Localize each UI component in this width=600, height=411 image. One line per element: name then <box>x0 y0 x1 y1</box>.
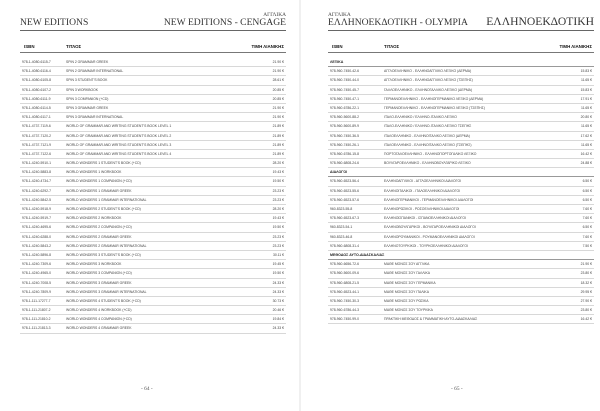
title-cell: ΑΓΓΛΟΕΛΛΗΝΙΚΟ - ΕΛΛΗΝΟΑΓΓΛΙΚΟ ΛΕΞΙΚΟ (ΤΣΕΠΗΣ) <box>384 78 473 83</box>
title-cell: WORLD WONDERS 1 STUDENT'S BOOK (+CD) <box>66 161 141 166</box>
price-cell: 18.32 € <box>580 280 592 285</box>
left-page <box>0 0 292 411</box>
table-row <box>20 141 286 150</box>
table-row <box>328 187 594 196</box>
table-row <box>328 141 594 150</box>
price-cell: 28.20 € <box>272 207 284 211</box>
price-cell: 16.42 € <box>580 317 592 322</box>
price-cell: 24.33 € <box>272 289 284 294</box>
price-cell: 19.50 € <box>272 179 284 184</box>
price-column-header: ΤΙΜΗ ΛΙΑΝΙΚΗΣ <box>251 44 284 49</box>
table-row <box>20 67 286 76</box>
price-cell: 24.33 € <box>272 280 284 285</box>
isbn-cell: 978-960-6523-57-6 <box>330 197 360 202</box>
title-cell: WORLD WONDERS 1 COMPANION (+CD) <box>66 179 132 184</box>
price-cell: 21.90 € <box>272 60 284 64</box>
title-cell: ΒΟΥΛΓΑΡΟΕΛΛΗΝΙΚΟ - ΕΛΛΗΝΟΒΟΥΛΓΑΡΙΚΟ ΛΕΞΙΚΟ <box>384 161 471 166</box>
isbn-cell: 978-1-4080-6114-5 <box>22 105 51 110</box>
title-cell: ΑΓΓΛΟΕΛΛΗΝΙΚΟ - ΕΛΛΗΝΟΑΓΓΛΙΚΟ ΛΕΞΙΚΟ (ΔΕΡΜΑ) <box>384 69 472 74</box>
section-heading <box>328 251 594 260</box>
table-row <box>328 315 594 324</box>
price-cell: 6.50 € <box>582 197 592 202</box>
isbn-cell: 978-1-4080-6105-8 <box>22 78 52 83</box>
title-cell: WORLD WONDERS 2 COMPANION (+CD) <box>66 225 132 230</box>
title-cell: ΜΑΘΕ ΜΟΝΟΣ ΣΟΥ ΓΑΛΛΙΚΑ <box>384 271 431 276</box>
table-row <box>20 205 286 214</box>
section-heading <box>328 58 594 67</box>
price-cell: 28.61 € <box>272 78 284 83</box>
table-row <box>328 297 594 306</box>
price-cell: 6.50 € <box>582 225 592 230</box>
isbn-cell: 978-1-4240-5843-2 <box>22 243 52 248</box>
table-row <box>328 95 594 104</box>
price-table <box>328 58 594 324</box>
title-cell: WORLD WONDERS 3 GRAMMAR GREEK <box>66 280 132 285</box>
isbn-cell: 978-960-6786-22-1 <box>330 105 360 110</box>
title-cell: WORLD OF GRAMMAR AND WRITING STUDENT'S BOOK LEVEL 1 <box>66 124 172 129</box>
price-cell: 20.85 € <box>272 87 284 92</box>
title-cell: ΜΑΘΕ ΜΟΝΟΣ ΣΟΥ ΓΕΡΜΑΝΙΚΑ <box>384 280 436 285</box>
isbn-cell: 978-1-4080-6111-9 <box>22 96 51 101</box>
table-row <box>20 150 286 159</box>
price-cell: 21.89 € <box>272 151 284 156</box>
price-cell: 21.89 € <box>272 133 284 138</box>
table-row <box>20 95 286 104</box>
isbn-column-header: ISBN <box>24 44 35 49</box>
title-cell: WORLD WONDERS 2 GRAMMAR INTERNATIONAL <box>66 243 147 248</box>
isbn-cell: 978-960-6786-44-3 <box>330 308 360 313</box>
table-row <box>328 122 594 131</box>
table-row <box>328 104 594 113</box>
title-cell: ΙΤΑΛΟΕΛΛΗΝΙΚΟ - ΕΛΛΗΝΟΙΤΑΛΙΚΟ ΛΕΞΙΚΟ (ΔΕΡΜΑ) <box>384 133 470 138</box>
title-cell: ΜΑΘΕ ΜΟΝΟΣ ΣΟΥ ΡΩΣΙΚΑ <box>384 298 429 303</box>
isbn-cell: 978-1-4240-7809-9 <box>22 289 52 294</box>
table-row <box>328 214 594 223</box>
isbn-cell: 978-1-111-21807-2 <box>22 308 51 313</box>
isbn-column-header: ISBN <box>332 44 343 49</box>
price-cell: 20.85 € <box>272 96 284 101</box>
isbn-cell: 978-960-5600-09-6 <box>330 271 360 276</box>
page-title: ΕΛΛΗΝΟΕΚΔΟΤΙΚΗ - OLYMPIA <box>328 17 468 28</box>
isbn-cell: 978-1-4737-7122-6 <box>22 151 52 156</box>
title-cell: ΠΟΡΤΟΓΑΛΟΕΛΛΗΝΙΚΟ - ΕΛΛΗΝΟΠΟΡΤΟΓΑΛΙΚΟ ΛΕΞΙΚΟ <box>384 151 477 156</box>
isbn-cell: 978-1-4240-5896-8 <box>22 252 52 257</box>
table-row <box>20 76 286 85</box>
table-row <box>20 214 286 223</box>
table-row <box>20 233 286 242</box>
isbn-cell: 978-1-4240-6288-0 <box>22 234 52 239</box>
title-cell: ΜΑΘΕ ΜΟΝΟΣ ΣΟΥ ΙΤΑΛΙΚΑ <box>384 289 429 294</box>
section-label: ΜΕΘΟΔΟΣ ΑΥΤΟ-ΔΙΔΑΣΚΑΛΙΑΣ <box>330 252 385 257</box>
column-header-rule <box>20 52 286 53</box>
table-row <box>328 150 594 159</box>
title-cell: ΠΡΑΚΤΙΚΗ ΜΕΘΟΔΟΣ & ΓΡΑΜΜΑΤΙΚΗ ΑΥΤΟ-ΔΙΔΑΣΚΑΛΙΑΣ <box>384 317 478 322</box>
price-cell: 24.33 € <box>272 326 284 331</box>
table-row <box>328 86 594 95</box>
table-row <box>328 159 594 168</box>
isbn-cell: 978-1-4240-7309-6 <box>22 262 52 267</box>
isbn-cell: 978-1-4240-4734-7 <box>22 179 52 184</box>
isbn-cell: 978-1-111-17277-7 <box>22 298 51 303</box>
isbn-cell: 978-1-4240-5910-1 <box>22 161 52 166</box>
title-cell: WORLD WONDERS 3 WORKBOOK <box>66 262 122 267</box>
isbn-cell: 978-960-6808-31-4 <box>330 243 360 248</box>
isbn-cell: 978-960-7450-45-7 <box>330 87 360 92</box>
isbn-cell: 978-1-4240-5842-5 <box>22 197 52 202</box>
title-cell: WORLD WONDERS 2 STUDENT'S BOOK (+CD) <box>66 207 141 211</box>
table-row <box>20 306 286 315</box>
title-cell: WORLD WONDERS 4 WORKBOOK (+CD) <box>66 308 132 313</box>
table-row <box>20 86 286 95</box>
isbn-cell: 978-960-6656-72-6 <box>330 262 360 267</box>
section-heading <box>328 168 594 177</box>
page-header <box>20 12 286 42</box>
table-row <box>328 288 594 297</box>
title-cell: ΕΛΛΗΝΟΓΕΡΜΑΝΙΚΟΙ - ΓΕΡΜΑΝΟΕΛΛΗΝΙΚΟΙ ΔΙΑΛΟΓΟΙ <box>384 197 474 202</box>
table-row <box>20 58 286 67</box>
right-page <box>308 0 600 411</box>
table-row <box>328 223 594 232</box>
table-row <box>20 297 286 306</box>
isbn-cell: 978-960-7450-99-0 <box>330 317 360 322</box>
title-cell: ΓΕΡΜΑΝΟΕΛΛΗΝΙΚΟ - ΕΛΛΗΝΟΓΕΡΜΑΝΙΚΟ ΛΕΞΙΚΟ (ΔΕΡΜΑ) <box>384 96 484 101</box>
isbn-cell: 978-1-4240-4695-6 <box>22 225 52 230</box>
price-cell: 6.50 € <box>582 188 592 193</box>
isbn-cell: 978-1-4240-5883-8 <box>22 170 52 175</box>
price-cell: 15.83 € <box>580 87 592 92</box>
isbn-cell: 978-960-7450-47-1 <box>330 96 360 101</box>
price-cell: 15.83 € <box>580 69 592 74</box>
title-cell: WORLD WONDERS 2 WORKBOOK <box>66 216 122 221</box>
price-cell: 23.23 € <box>272 234 284 239</box>
price-cell: 21.89 € <box>272 142 284 147</box>
table-row <box>20 260 286 269</box>
price-cell: 21.90 € <box>272 115 284 120</box>
isbn-cell: 978-1-4240-5918-9 <box>22 207 52 211</box>
table-row <box>20 122 286 131</box>
isbn-cell: 978-960-7450-26-1 <box>330 142 360 147</box>
table-row <box>20 223 286 232</box>
title-cell: WORLD WONDERS 4 COMPANION (+CD) <box>66 317 132 322</box>
title-cell: ΕΛΛΗΝΟΙΣΠΑΝΙΚΟΙ - ΙΣΠΑΝΟΕΛΛΗΝΙΚΟΙ ΔΙΑΛΟΓΟΙ <box>384 216 466 221</box>
price-cell: 23.80 € <box>580 271 592 276</box>
isbn-cell: 978-960-6808-21-5 <box>330 280 360 285</box>
price-cell: 23.23 € <box>272 243 284 248</box>
table-row <box>20 104 286 113</box>
title-cell: WORLD OF GRAMMAR AND WRITING STUDENT'S BOOK LEVEL 3 <box>66 142 172 147</box>
isbn-cell: 978-1-4240-4965-0 <box>22 271 52 276</box>
table-row <box>328 132 594 141</box>
page-kicker: ΑΓΓΛΙΚΑ <box>328 12 351 18</box>
title-cell: SPIN 3 WORKBOOK <box>66 87 99 92</box>
title-cell: ΓΕΡΜΑΝΟΕΛΛΗΝΙΚΟ - ΕΛΛΗΝΟΓΕΡΜΑΝΙΚΟ ΛΕΞΙΚΟ (ΤΣΕΠΗΣ) <box>384 105 485 110</box>
title-cell: ΕΛΛΗΝΟΤΟΥΡΚΙΚΟΙ - ΤΟΥΡΚΟΕΛΛΗΝΙΚΟΙ ΔΙΑΛΟΓΟΙ <box>384 243 468 248</box>
section-label: ΛΕΞΙΚΑ <box>330 60 344 64</box>
price-cell: 11.65 € <box>580 142 592 147</box>
title-cell: ΙΤΑΛΟΕΛΛΗΝΙΚΟ - ΕΛΛΗΝΟΙΤΑΛΙΚΟ ΛΕΞΙΚΟ (ΤΣΕΠΗΣ) <box>384 142 472 147</box>
publisher-title: ΕΛΛΗΝΟΕΚΔΟΤΙΚΗ <box>486 15 594 28</box>
title-cell: ΕΛΛΗΝΟΙΤΑΛΙΚΟΙ - ΙΤΑΛΟΕΛΛΗΝΙΚΟΙ ΔΙΑΛΟΓΟΙ <box>384 188 461 193</box>
table-row <box>20 279 286 288</box>
price-cell: 17.91 € <box>580 96 592 101</box>
price-cell: 20.46 € <box>272 308 284 313</box>
price-column-header: ΤΙΜΗ ΛΙΑΝΙΚΗΣ <box>559 44 592 49</box>
price-cell: 21.89 € <box>272 124 284 129</box>
table-row <box>20 196 286 205</box>
isbn-cell: 978-960-7450-30-3 <box>330 298 360 303</box>
isbn-cell: 978-960-5600-88-2 <box>330 115 360 120</box>
page-gutter <box>299 0 301 411</box>
title-column-header: ΤΙΤΛΟΣ <box>384 44 400 49</box>
price-cell: 7.60 € <box>582 216 592 221</box>
title-cell: WORLD OF GRAMMAR AND WRITING STUDENT'S BOOK LEVEL 2 <box>66 133 172 138</box>
page-number: - 65 - <box>451 386 463 392</box>
isbn-cell: 978-1-4240-5919-7 <box>22 216 52 221</box>
title-cell: WORLD WONDERS 2 GRAMMAR GREEK <box>66 234 132 239</box>
section-label: ΔΙΑΛΟΓΟΙ <box>330 170 348 175</box>
title-cell: SPIN 2 GRAMMAR GREEK <box>66 60 109 64</box>
price-cell: 19.50 € <box>272 271 284 276</box>
table-row <box>328 306 594 315</box>
price-cell: 16.42 € <box>580 151 592 156</box>
price-cell: 21.90 € <box>580 262 592 267</box>
title-cell: ΙΤΑΛΟ-ΕΛΛΗΝΙΚΟ / ΕΛΛΗΝΟ-ΙΤΑΛΙΚΟ ΛΕΞΙΚΟ ΤΣΕΠΗΣ <box>384 124 472 129</box>
price-cell: 23.23 € <box>272 188 284 193</box>
title-cell: ΕΛΛΗΝΟΡΟΥΜΑΝΙΚΟΙ - ΡΟΥΜΑΝΟΕΛΛΗΝΙΚΟΙ ΔΙΑΛΟΓΟΙ <box>384 234 475 239</box>
price-cell: 19.43 € <box>272 170 284 175</box>
price-cell: 30.73 € <box>272 298 284 303</box>
isbn-cell: 978-1-111-21813-3 <box>22 326 51 331</box>
isbn-cell: 978-1-4737-7120-2 <box>22 133 52 138</box>
isbn-cell: 978-960-6523-56-4 <box>330 179 360 184</box>
table-row <box>328 177 594 186</box>
table-row <box>20 315 286 324</box>
table-row <box>20 187 286 196</box>
title-cell: WORLD WONDERS 4 STUDENT'S BOOK (+CD) <box>66 298 141 303</box>
title-cell: WORLD OF GRAMMAR AND WRITING STUDENT'S BOOK LEVEL 4 <box>66 151 172 156</box>
table-row <box>328 76 594 85</box>
table-row <box>20 324 286 333</box>
price-cell: 19.84 € <box>272 317 284 322</box>
title-cell: SPIN 3 GRAMMAR GREEK <box>66 105 109 110</box>
table-row <box>20 159 286 168</box>
table-row <box>328 196 594 205</box>
table-row <box>328 269 594 278</box>
title-cell: WORLD WONDERS 1 GRAMMAR GREEK <box>66 188 132 193</box>
isbn-cell: 978-1-4080-6107-2 <box>22 87 52 92</box>
page-header <box>328 12 594 42</box>
table-row <box>328 279 594 288</box>
page-subtitle: NEW EDITIONS - CENGAGE <box>163 17 286 28</box>
title-cell: SPIN 2 GRAMMAR INTERNATIONAL <box>66 69 124 74</box>
table-row <box>328 260 594 269</box>
isbn-cell: 978-1-4080-6116-4 <box>22 69 51 74</box>
price-cell: 19.45 € <box>272 262 284 267</box>
isbn-cell: 978-960-6786-15-8 <box>330 151 360 156</box>
title-cell: WORLD WONDERS 3 COMPANION (+CD) <box>66 271 132 276</box>
title-cell: WORLD WONDERS 3 GRAMMAR INTERNATIONAL <box>66 289 147 294</box>
table-row <box>328 205 594 214</box>
isbn-cell: 978-960-6523-67-3 <box>330 216 360 221</box>
table-row <box>20 269 286 278</box>
title-cell: ΕΛΛΗΝΟΑΓΓΛΙΚΟΙ - ΑΓΓΛΟΕΛΛΗΝΙΚΟΙ ΔΙΑΛΟΓΟΙ <box>384 179 462 184</box>
table-row <box>20 288 286 297</box>
isbn-cell: 978-960-7450-42-6 <box>330 69 360 74</box>
title-cell: SPIN 3 COMPANION (+CD) <box>66 96 109 101</box>
price-cell: 7.60 € <box>582 207 592 211</box>
isbn-cell: 978-960-7450-44-0 <box>330 78 360 83</box>
price-cell: 11.65 € <box>580 78 592 83</box>
price-cell: 7.60 € <box>582 234 592 239</box>
price-cell: 7.50 € <box>582 243 592 248</box>
isbn-cell: 978-1-111-21810-2 <box>22 317 51 322</box>
price-cell: 19.50 € <box>272 225 284 230</box>
table-row <box>20 242 286 251</box>
page-number: - 64 - <box>141 386 153 392</box>
price-table <box>20 58 286 334</box>
price-cell: 28.20 € <box>272 161 284 166</box>
title-cell: ΕΛΛΗΝΟΡΩΣΙΚΟΙ - ΡΩΣΟΕΛΛΗΝΙΚΟΙ ΔΙΑΛΟΓΟΙ <box>384 207 460 211</box>
table-row <box>20 177 286 186</box>
title-cell: ΙΤΑΛΟ-ΕΛΛΗΝΙΚΟ / ΕΛΛΗΝΟ-ΙΤΑΛΙΚΟ ΛΕΞΙΚΟ <box>384 115 457 120</box>
isbn-cell: 978-1-4737-7121-9 <box>22 142 52 147</box>
title-cell: ΕΛΛΗΝΟΒΟΥΛΓΑΡΙΚΟΙ - ΒΟΥΛΓΑΡΟΕΛΛΗΝΙΚΟΙ ΔΙΑΛΟΓΟΙ <box>384 225 476 230</box>
price-cell: 19.43 € <box>272 216 284 221</box>
column-header-rule <box>328 52 594 53</box>
price-cell: 11.65 € <box>580 124 592 129</box>
page-title: NEW EDITIONS <box>20 17 89 28</box>
column-headers <box>328 44 594 52</box>
price-cell: 30.11 € <box>272 252 284 257</box>
price-cell: 21.90 € <box>272 105 284 110</box>
isbn-cell: 978-960-6808-24-6 <box>330 161 360 166</box>
price-cell: 24.88 € <box>580 161 592 166</box>
price-cell: 17.62 € <box>580 133 592 138</box>
price-cell: 6.50 € <box>582 179 592 184</box>
title-cell: WORLD WONDERS 4 GRAMMAR GREEK <box>66 326 132 331</box>
price-cell: 23.23 € <box>272 197 284 202</box>
price-cell: 29.95 € <box>580 289 592 294</box>
isbn-cell: 978-1-4080-6117-1 <box>22 115 51 120</box>
isbn-cell: 978-1-4240-7008-5 <box>22 280 52 285</box>
isbn-cell: 960-8323-55-8 <box>330 207 353 211</box>
price-cell: 11.65 € <box>580 105 592 110</box>
isbn-cell: 978-960-7450-36-5 <box>330 133 360 138</box>
title-column-header: ΤΙΤΛΟΣ <box>66 44 82 49</box>
column-headers <box>20 44 286 52</box>
isbn-cell: 978-1-4240-6292-7 <box>22 188 52 193</box>
price-cell: 23.80 € <box>580 308 592 313</box>
table-row <box>328 242 594 251</box>
isbn-cell: 960-8323-54-1 <box>330 225 353 230</box>
header-rule <box>328 30 594 31</box>
isbn-cell: 978-1-4080-6115-7 <box>22 60 51 64</box>
header-rule <box>20 30 286 31</box>
title-cell: ΓΑΛΛΟΕΛΛΗΝΙΚΟ - ΕΛΛΗΝΟΓΑΛΛΙΚΟ ΛΕΞΙΚΟ (ΔΕΡΜΑ) <box>384 87 473 92</box>
title-cell: SPIN 3 STUDENT'S BOOK <box>66 78 108 83</box>
table-row <box>20 132 286 141</box>
title-cell: WORLD WONDERS 3 STUDENT'S BOOK (+CD) <box>66 252 141 257</box>
price-cell: 27.90 € <box>580 298 592 303</box>
isbn-cell: 978-960-6523-44-1 <box>330 289 360 294</box>
price-cell: 20.80 € <box>580 115 592 120</box>
table-row <box>20 251 286 260</box>
page-kicker: ΑΓΓΛΙΚΑ <box>263 12 286 18</box>
title-cell: ΜΑΘΕ ΜΟΝΟΣ ΣΟΥ ΑΓΓΛΙΚΑ <box>384 262 430 267</box>
isbn-cell: 978-1-4737-7119-6 <box>22 124 51 129</box>
title-cell: ΜΑΘΕ ΜΟΝΟΣ ΣΟΥ ΤΟΥΡΚΙΚΑ <box>384 308 433 313</box>
table-row <box>20 168 286 177</box>
isbn-cell: 960-8323-46-8 <box>330 234 353 239</box>
title-cell: WORLD WONDERS 1 WORKBOOK <box>66 170 122 175</box>
table-row <box>20 113 286 122</box>
isbn-cell: 978-960-6523-55-6 <box>330 188 360 193</box>
title-cell: SPIN 3 GRAMMAR INTERNATIONAL <box>66 115 124 120</box>
price-cell: 21.90 € <box>272 69 284 74</box>
table-row <box>328 233 594 242</box>
table-row <box>328 113 594 122</box>
isbn-cell: 978-960-5600-89-9 <box>330 124 360 129</box>
title-cell: WORLD WONDERS 1 GRAMMAR INTERNATIONAL <box>66 197 147 202</box>
table-row <box>328 67 594 76</box>
